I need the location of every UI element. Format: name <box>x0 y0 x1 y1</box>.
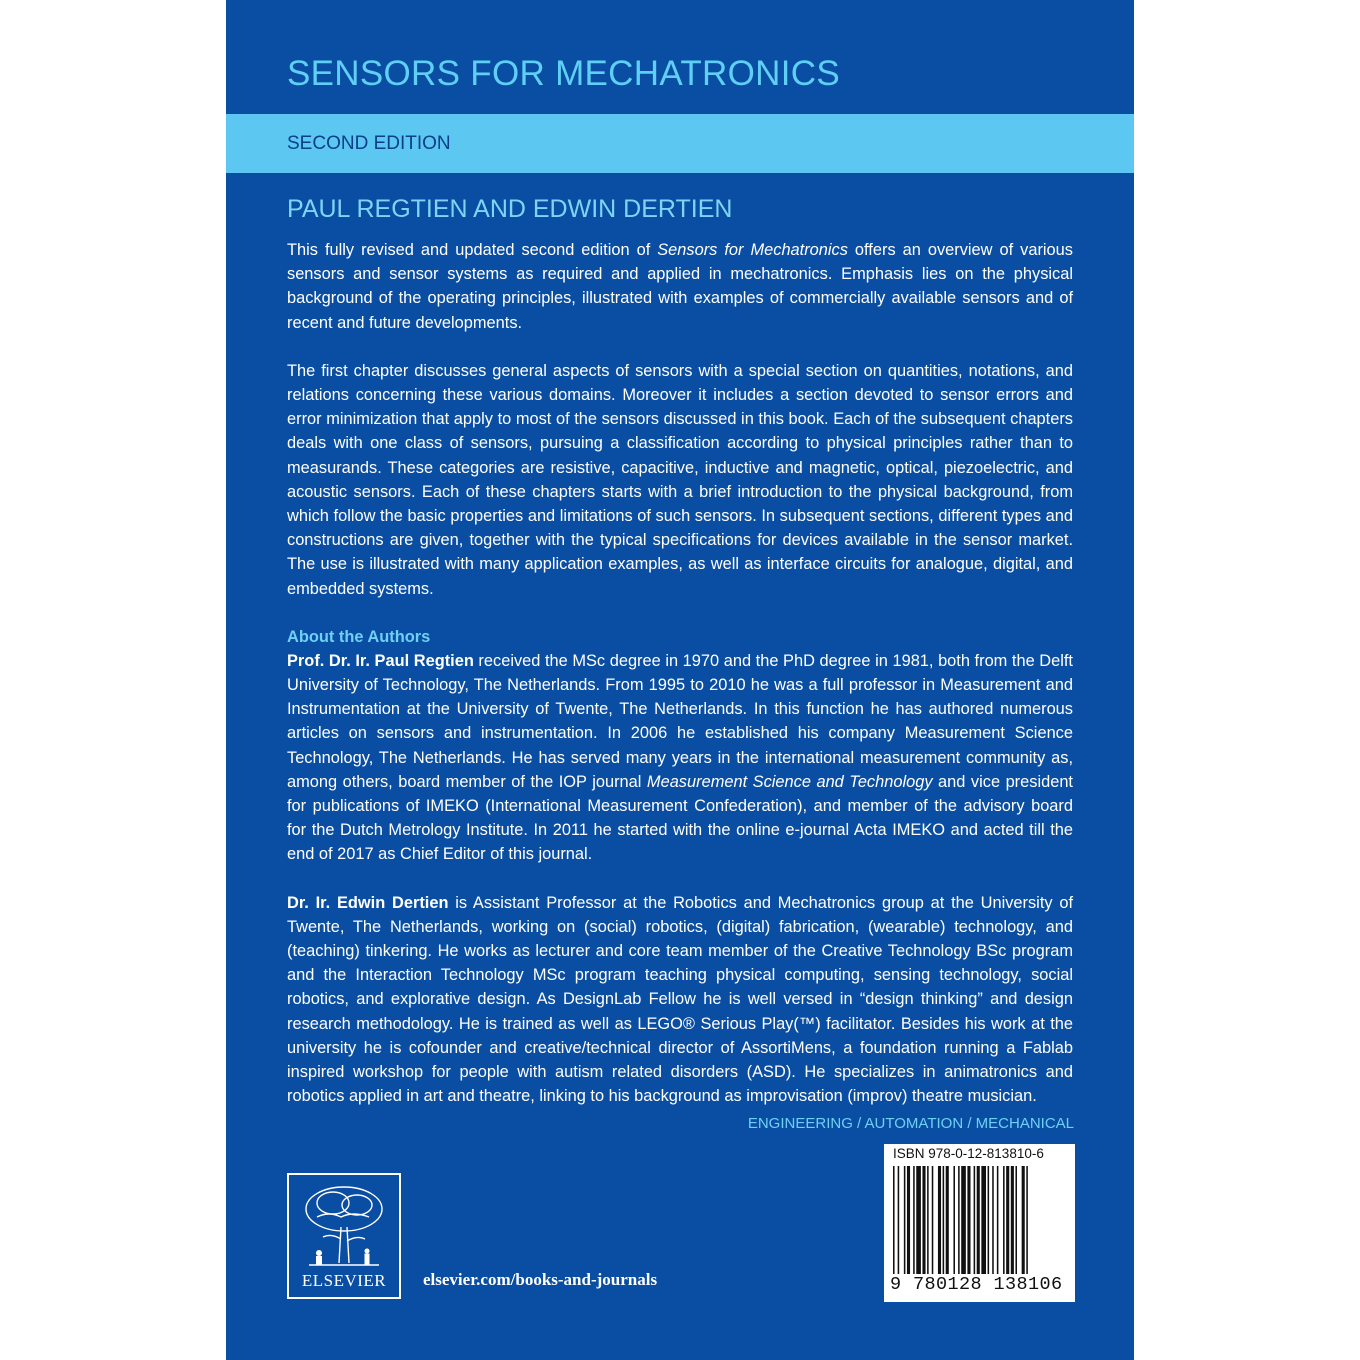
barcode-bar <box>938 1166 941 1274</box>
about-authors-heading: About the Authors <box>287 627 431 646</box>
elsevier-wordmark: ELSEVIER <box>301 1271 387 1290</box>
elsevier-logo <box>287 1173 401 1299</box>
isbn-label: ISBN 978-0-12-813810-6 <box>893 1146 1044 1161</box>
barcode-bar <box>927 1166 929 1274</box>
barcode-bar <box>907 1166 910 1274</box>
journal-name: Measurement Science and Technology <box>646 772 933 791</box>
barcode-bar <box>961 1166 966 1274</box>
author-name-regtien: Prof. Dr. Ir. Paul Regtien <box>287 651 474 670</box>
back-cover <box>226 0 1134 1360</box>
barcode-bar <box>974 1166 976 1274</box>
barcode-bar <box>953 1166 955 1274</box>
barcode-bar <box>1015 1166 1017 1274</box>
barcode-bar <box>958 1166 960 1274</box>
author-name-dertien: Dr. Ir. Edwin Dertien <box>287 893 449 912</box>
barcode-bar <box>1003 1166 1005 1274</box>
barcode-bar <box>1022 1166 1025 1274</box>
edition-band <box>226 114 1134 173</box>
barcode-bar <box>922 1166 925 1274</box>
barcode-bar <box>977 1166 980 1274</box>
barcode-bar <box>1011 1166 1014 1274</box>
book-title: SENSORS FOR MECHATRONICS <box>287 54 840 93</box>
barcode-bar <box>1006 1166 1009 1274</box>
barcode-bar <box>898 1166 900 1274</box>
isbn-barcode <box>884 1144 1075 1302</box>
subject-categories: ENGINEERING / AUTOMATION / MECHANICAL <box>747 1115 1074 1132</box>
barcode-icon <box>893 1166 1066 1274</box>
author-bio-regtien: Prof. Dr. Ir. Paul Regtien received the MSc degree in 1970 and the PhD degree in 1981, both from the Delft University of Technology, The Netherlands. From 1995 to 2010 he was a full professor in Measurement and Instrumentation at the University of Twente, The Netherlands. In this function he has authored numerous articles on sensors and instrumentation. In 2006 he established his company Measurement Science Technology, The Netherlands. He has served many years in the international measurement community as, among others, board member of the IOP journal Measurement Science and Technology and vice president for publications of IMEKO (International Measurement Confederation), and member of the advisory board for the Dutch Metrology Institute. In 2011 he started with the online e-journal Acta IMEKO and acted till the end of 2017 as Chief Editor of this journal. <box>287 651 1073 864</box>
barcode-bar <box>916 1166 921 1274</box>
barcode-bar <box>997 1166 999 1274</box>
publisher-url: elsevier.com/books-and-journals <box>423 1270 658 1289</box>
barcode-bar <box>1026 1166 1028 1274</box>
description-paragraph-2: The first chapter discusses general aspects of sensors with a special section on quantities, notations, and relations concerning these various domains. Moreover it includes a section devoted to sensor errors and error minimization that apply to most of the sensors discussed in this book. Each of the subsequent chapters deals with one class of sensors, pursuing a classification according to physical principles rather than to measurands. These categories are resistive, capacitive, inductive and magnetic, optical, piezoelectric, and acoustic sensors. Each of these chapters starts with a brief introduction to the physical background, from which follow the basic properties and limitations of such sensors. In subsequent sections, different types and constructions are given, together with the typical specifications for devices available in the sensor market. The use is illustrated with many application examples, as well as interface circuits for analogue, digital, and embedded systems. <box>287 361 1073 598</box>
author-bio-dertien: Dr. Ir. Edwin Dertien is Assistant Professor at the Robotics and Mechatronics group at the University of Twente, The Netherlands, working on (social) robotics, (digital) fabrication, (wearable) technology, and (teaching) tinkering. He works as lecturer and core team member of the Creative Technology BSc program and the Interaction Technology MSc program teaching physical computing, sensing technology, social robotics, and explorative design. As DesignLab Fellow he is well versed in “design thinking” and design research methodology. He is trained as well as LEGO® Serious Play(™) facilitator. Besides his work at the university he is cofounder and creative/technical director of AssortiMens, a foundation running a Fablab inspired workshop for people with autism related disorders (ASD). He specializes in animatronics and robotics applied in art and theatre, linking to his background as improvisation (improv) theatre musician. <box>287 893 1073 1106</box>
book-title-italic: Sensors for Mechatronics <box>657 241 848 259</box>
barcode-bar <box>913 1166 915 1274</box>
authors-heading: PAUL REGTIEN AND EDWIN DERTIEN <box>287 195 733 223</box>
tree-emblem-icon <box>297 1183 391 1271</box>
description-body <box>287 238 1073 1109</box>
barcode-bar <box>932 1166 934 1274</box>
barcode-bar <box>946 1166 949 1274</box>
barcode-bar <box>893 1166 895 1274</box>
barcode-number: 9 780128 138106 <box>890 1274 1063 1295</box>
barcode-bar <box>992 1166 994 1274</box>
barcode-bar <box>943 1166 945 1274</box>
barcode-bar <box>981 1166 986 1274</box>
barcode-bar <box>988 1166 990 1274</box>
barcode-bar <box>967 1166 970 1274</box>
edition-label: SECOND EDITION <box>287 133 451 154</box>
barcode-bar <box>904 1166 906 1274</box>
description-paragraph-1: This fully revised and updated second edition of Sensors for Mechatronics offers an overview of various sensors and sensor systems as required and applied in mechatronics. Emphasis lies on the physical background of the operating principles, illustrated with examples of commercially available sensors and of recent and future developments. <box>287 241 1073 332</box>
